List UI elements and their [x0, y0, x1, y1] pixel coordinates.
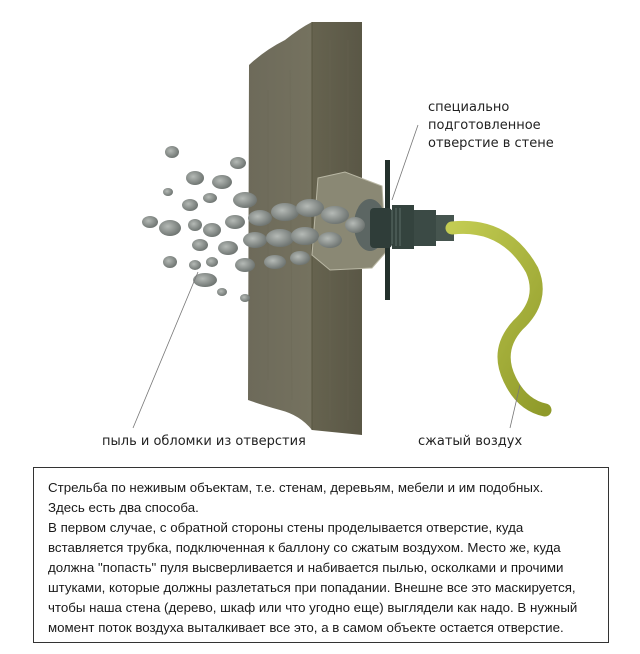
- label-dust-debris: пыль и обломки из отверстия: [102, 434, 306, 449]
- label-hole-line-1: специально: [428, 100, 510, 115]
- label-prepared-hole: [428, 99, 554, 153]
- caption-box: [33, 467, 609, 643]
- compressed-air-hose: [452, 227, 545, 410]
- hose-fitting: [370, 205, 454, 249]
- caption-paragraph: Стрельба по неживым объектам, т.е. стенам, деревьям, мебели и им подобных.: [48, 480, 544, 495]
- caption-paragraph: В первом случае, с обратной стороны стены проделывается отверстие, куда вставляется трубка, подключенная к баллону со сжатым воздухом. Место же, куда должна "попасть" пуля высверливается и набивается пылью, осколками и прочими штуками, которые должны разлетаться при попадании. Внешне все это маскируется, чтобы наша стена (дерево, шкаф или что угодно еще) выглядели как надо. В нужный момент поток воздуха выталкивает все это, а в самом объекте остается отверстие.: [48, 520, 578, 635]
- label-hole-line-2: подготовленное: [428, 118, 541, 133]
- label-hole-line-3: отверстие в стене: [428, 136, 554, 151]
- caption-paragraph: Здесь есть два способа.: [48, 500, 199, 515]
- label-compressed-air: сжатый воздух: [418, 434, 523, 449]
